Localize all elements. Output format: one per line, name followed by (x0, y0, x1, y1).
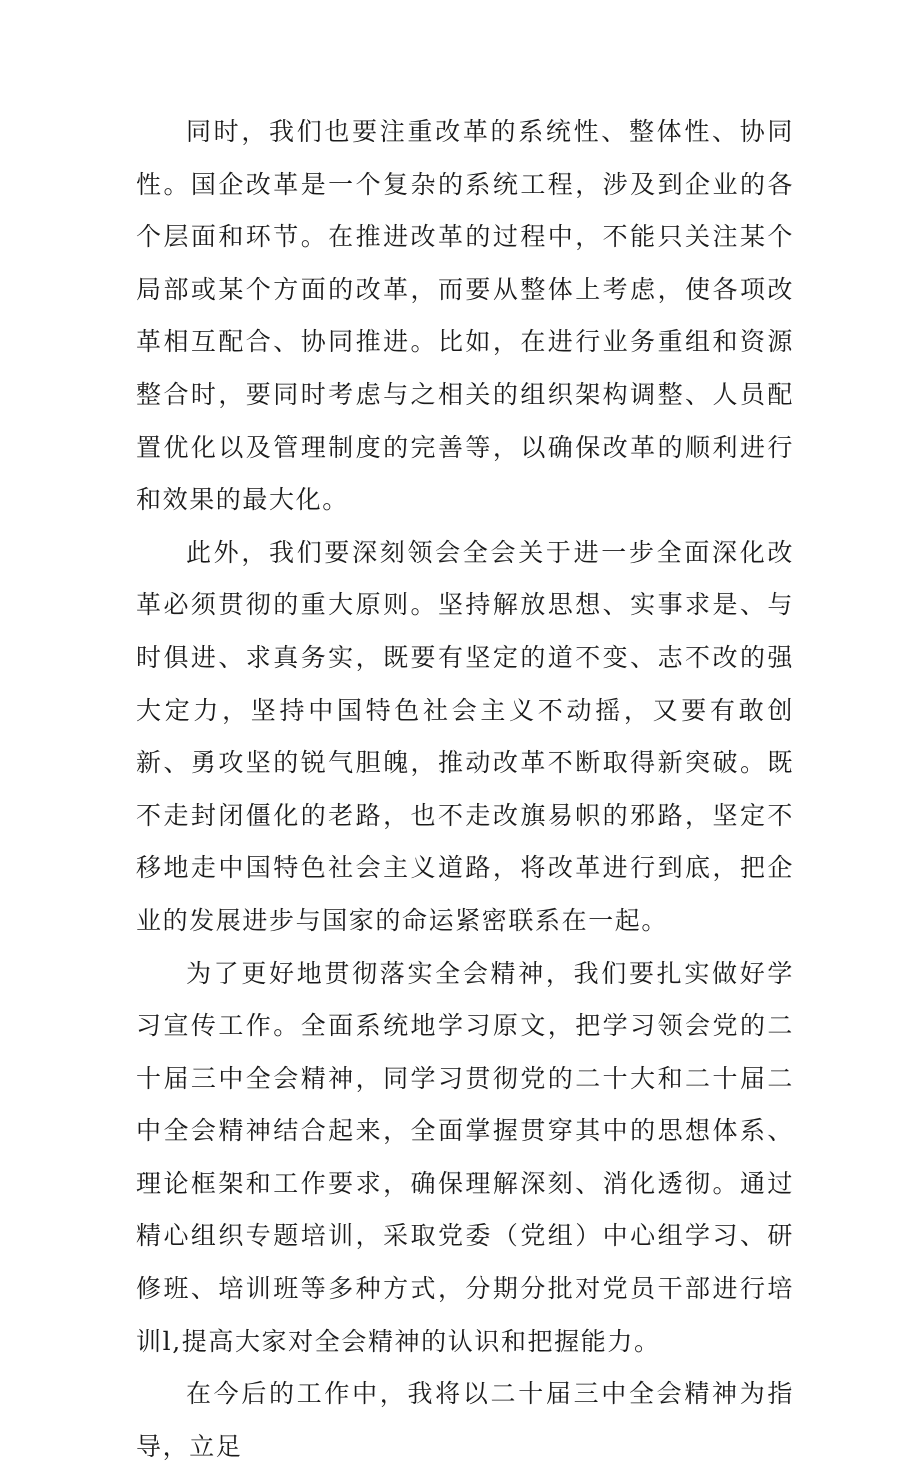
document-body (136, 106, 794, 1473)
paragraph-4: 在今后的工作中，我将以二十届三中全会精神为指导，立足 (136, 1379, 794, 1461)
paragraph-1: 同时，我们也要注重改革的系统性、整体性、协同性。国企改革是一个复杂的系统工程，涉及到企业的各个层面和环节。在推进改革的过程中，不能只关注某个局部或某个方面的改革，而要从整体上考虑，使各项改革相互配合、协同推进。比如，在进行业务重组和资源整合时，要同时考虑与之相关的组织架构调整、人员配置优化以及管理制度的完善等，以确保改革的顺利进行和效果的最大化。 (136, 117, 794, 515)
paragraph-3: 为了更好地贯彻落实全会精神，我们要扎实做好学习宣传工作。全面系统地学习原文，把学习领会党的二十届三中全会精神，同学习贯彻党的二十大和二十届二中全会精神结合起来，全面掌握贯穿其中的思想体系、理论框架和工作要求，确保理解深刻、消化透彻。通过精心组织专题培训，采取党委（党组）中心组学习、研修班、培训班等多种方式，分期分批对党员干部进行培训l,提高大家对全会精神的认识和把握能力。 (136, 958, 794, 1356)
paragraph-2: 此外，我们要深刻领会全会关于进一步全面深化改革必须贯彻的重大原则。坚持解放思想、实事求是、与时俱进、求真务实，既要有坚定的道不变、志不改的强大定力，坚持中国特色社会主义不动摇，又要有敢创新、勇攻坚的锐气胆魄，推动改革不断取得新突破。既不走封闭僵化的老路，也不走改旗易帜的邪路，坚定不移地走中国特色社会主义道路，将改革进行到底，把企业的发展进步与国家的命运紧密联系在一起。 (136, 537, 794, 935)
